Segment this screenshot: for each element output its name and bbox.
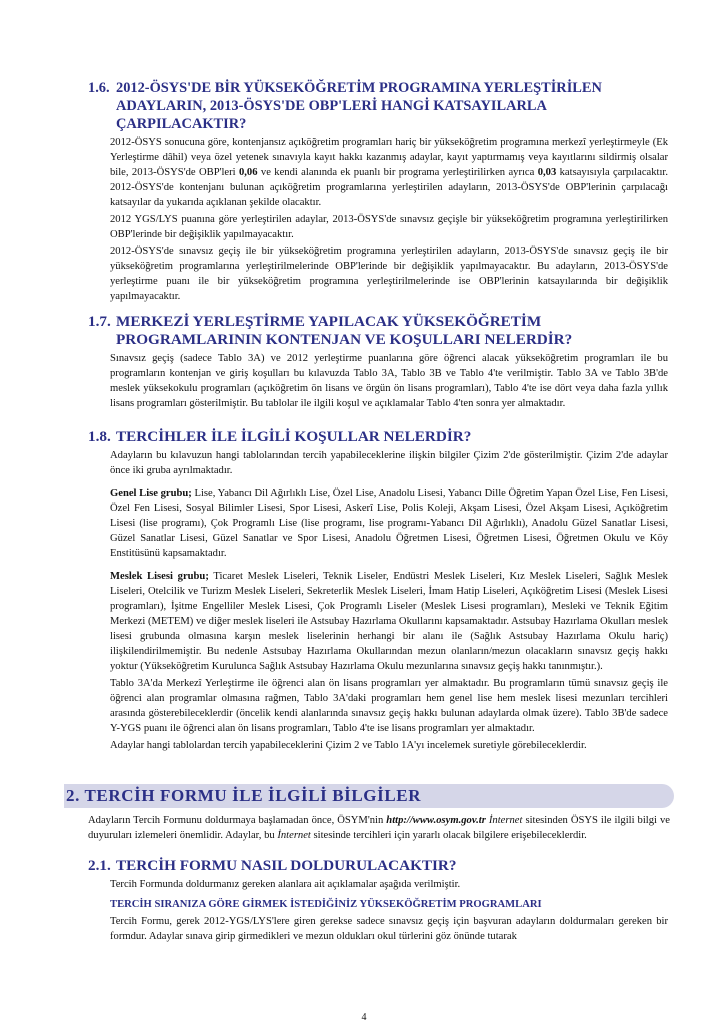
chapter-title: 2. TERCİH FORMU İLE İLGİLİ BİLGİLER xyxy=(66,786,422,805)
heading-line: MERKEZİ YERLEŞTİRME YAPILACAK YÜKSEKÖĞRETİM xyxy=(116,313,542,330)
section-1-7 xyxy=(88,313,668,411)
paragraph: 2012-ÖSYS'de sınavsız geçiş ile bir yükseköğretim programına yerleştirilen adayların, 2013-ÖSYS'de sınavsız geçiş ile bir yükseköğretim programlarına yerleştirilmelerinde OBP'lerinde bir değişiklik yapılmayacaktır. Bu adayların, 2013-ÖSYS'de yerleştirme puanı ile bir yükseköğretim programına yerleştirilmelerinde ise OBP'lerinin katsayılarında bir değişiklik yapılmayacaktır. xyxy=(110,246,668,302)
section-number: 1.8. xyxy=(88,428,111,445)
section-number: 1.7. xyxy=(88,313,111,330)
paragraph xyxy=(110,486,668,561)
text: katsayısıyla çarpılacaktır. 2012-ÖSYS'de kontenjanı bulunan açıköğretim programlarına yerleştirilen adayların, 2013-ÖSYS'de OBP'lerinin çarpılacağı katsayılar da yukarıda açıklanan şekilde olacaktır. xyxy=(110,167,669,208)
paragraph xyxy=(110,569,668,674)
bold-label: Genel Lise grubu; xyxy=(110,488,192,499)
text: sitesinden ÖSYS ile ilgili bilgi ve duyuruları izlemeleri önemlidir. Adaylar, bu xyxy=(88,815,670,841)
bold-value: 0,03 xyxy=(537,167,557,178)
paragraph xyxy=(110,135,668,210)
heading-line: TERCİH FORMU NASIL DOLDURULACAKTIR? xyxy=(116,857,457,874)
heading-line: ÇARPILACAKTIR? xyxy=(116,116,247,132)
subheading: TERCİH SIRANIZA GÖRE GİRMEK İSTEDİĞİNİZ YÜKSEKÖĞRETİM PROGRAMLARI xyxy=(110,899,542,910)
osym-link[interactable]: http://www.osym.gov.tr xyxy=(386,815,486,826)
paragraph: Sınavsız geçiş (sadece Tablo 3A) ve 2012 yerleştirme puanlarına göre öğrenci alacak yükseköğretim programları ile bu programların kontenjan ve giriş koşulları bu kılavuzda Tablo 3A, Tablo 3B ve Tablo 4'te verilmiştir. Tablo 3A ve Tablo 3B'de meslek yüksekokulu programları (açıköğretim ön lisans ve örgün ön lisans programları), Tablo 4'te ise dört veya daha fazla yıllık lisans programları gösterilmiştir. Bu tablolar ile ilgili koşul ve açıklamalar Tablo 4'ten sonra yer almaktadır. xyxy=(110,353,668,409)
heading-line: TERCİHLER İLE İLGİLİ KOŞULLAR NELERDİR? xyxy=(116,428,472,445)
paragraph xyxy=(88,813,670,843)
text: İnternet xyxy=(277,830,311,841)
paragraph: Tablo 3A'da Merkezî Yerleştirme ile öğrenci alan ön lisans programları yer almaktadır. Bu programların tümü sınavsız geçiş ile öğrenci alan programlar olmasına rağmen, Tablo 3A'daki programları hem genel lise hem meslek lisesi mezunları tercihleri arasında gösterebileceklerdir (öncelik kendi alanlarında sınavsız geçiş hakkı bulunan adaylarda olmak üzere). Tablo 3B'de sadece Y-YGS puanı ile öğrenci alan ön lisans programları, Tablo 4'te ise lisans programları yer almaktadır. xyxy=(110,678,668,734)
section-2-1 xyxy=(88,857,668,944)
paragraph: Adaylar hangi tablolardan tercih yapabileceklerini Çizim 2 ve Tablo 1A'yı incelemek suretiyle görebileceklerdir. xyxy=(110,740,587,751)
section-heading xyxy=(88,857,668,875)
section-heading xyxy=(88,428,668,446)
section-heading xyxy=(88,313,668,349)
section-1-6 xyxy=(88,79,668,304)
bold-value: 0,06 xyxy=(238,167,258,178)
heading-line: PROGRAMLARININ KONTENJAN VE KOŞULLARI NELERDİR? xyxy=(116,331,573,348)
section-1-8 xyxy=(88,428,668,753)
bold-label: Meslek Lisesi grubu; xyxy=(110,571,209,582)
text: 2012-ÖSYS sonucuna göre, kontenjansız açıköğretim programları hariç bir yükseköğretim programına merkezî yerleştirmeyle (Ek Yerleştirme dâhil) veya özel yetenek sınavıyla kayıt hakkı kazanmış adaylar, kayıt yaptırmamış veya kayıtlarını sildirmiş olsalar bile, 2013-ÖSYS'de OBP'leri xyxy=(110,137,668,178)
paragraph: 2012 YGS/LYS puanına göre yerleştirilen adaylar, 2013-ÖSYS'de sınavsız geçişle bir yükseköğretim programına yerleştirilirken OBP'lerinde bir değişiklik yapılmayacaktır. xyxy=(110,214,668,240)
section-heading xyxy=(88,79,668,133)
paragraph: Adayların bu kılavuzun hangi tablolarından tercih yapabileceklerine ilişkin bilgiler Çizim 2'de gösterilmiştir. Çizim 2'de adaylar önce iki gruba ayrılmaktadır. xyxy=(110,450,668,476)
text: sitesinde tercihleri için yararlı olacak bilgilere erişebileceklerdir. xyxy=(313,830,587,841)
section-number: 2.1. xyxy=(88,857,111,874)
heading-line: 2012-ÖSYS'DE BİR YÜKSEKÖĞRETİM PROGRAMINA YERLEŞTİRİLEN xyxy=(116,80,602,96)
text: ve kendi alanında ek puanlı bir programa yerleştirilirken ayrıca xyxy=(260,167,535,178)
page-number: 4 xyxy=(361,1012,367,1023)
text: Adayların Tercih Formunu doldurmaya başlamadan önce, ÖSYM'nin xyxy=(88,815,384,826)
text: İnternet xyxy=(488,815,523,826)
section-number: 1.6. xyxy=(88,80,110,96)
paragraph: Tercih Formu, gerek 2012-YGS/LYS'lere giren gerekse sadece sınavsız geçiş için başvuran adayların doldurmaları gereken bir formdur. Adaylar sınava girip girmedikleri ve mezun oldukları okul türlerini göz önünde tutarak xyxy=(110,916,668,942)
text: Ticaret Meslek Liseleri, Teknik Liseler, Endüstri Meslek Liseleri, Kız Meslek Liseleri, Sağlık Meslek Liseleri, Otelcilik ve Turizm Meslek Liseleri, Sekreterlik Meslek Liseleri, İmam Hatip Liseleri, Açıköğretim Lisesi (Meslek Lisesi programları), İşitme Engelliler Meslek Lisesi, Çok Programlı Liseler (Meslek Lisesi programları), Mesleki ve Teknik Eğitim Merkezi (METEM) ve diğer meslek liseleri ile Astsubay Hazırlama Okullarını kapsamaktadır. Astsubay Hazırlama Okulları meslek lisesi grubunda olmasına karşın meslek liselerinin herhangi bir alanı ile (Sağlık Astsubay Hazırlama Okulu hariç) ilişkilendirilmemiştir. Bu nedenle Astsubay Hazırlama Okullarından mezun olanların/mezun olacakların sınavsız geçiş hakkı yoktur (Yükseköğretim Kurulunca Sağlık Astsubay Hazırlama Okulu mezunlarına sınavsız geçiş hakkı tanınmıştır.). xyxy=(110,571,668,672)
paragraph: Tercih Formunda doldurmanız gereken alanlara ait açıklamalar aşağıda verilmiştir. xyxy=(110,879,461,890)
heading-line: ADAYLARIN, 2013-ÖSYS'DE OBP'LERİ HANGİ KATSAYILARLA xyxy=(116,98,547,114)
text: Lise, Yabancı Dil Ağırlıklı Lise, Özel Lise, Anadolu Lisesi, Yabancı Dille Öğretim Yapan Özel Lise, Fen Lisesi, Özel Fen Lisesi, Sosyal Bilimler Lisesi, Spor Lisesi, Askerî Lise, Polis Koleji, Akşam Lisesi, Özel Akşam Lisesi, Açıköğretim Lisesi (lise programı), Çok Programlı Lise (lise programı, lise programı-Yabancı Dil Ağırlıklı), Anadolu Güzel Sanatlar Lisesi, Güzel Sanatlar Lisesi, Güzel Sanatlar ve Spor Lisesi, Anadolu Öğretmen Lisesi, Öğretmen Lisesi, Öğretmen Okulu ve Köy Enstitüsünü kapsamaktadır. xyxy=(110,488,668,559)
section-2-intro xyxy=(70,811,670,843)
